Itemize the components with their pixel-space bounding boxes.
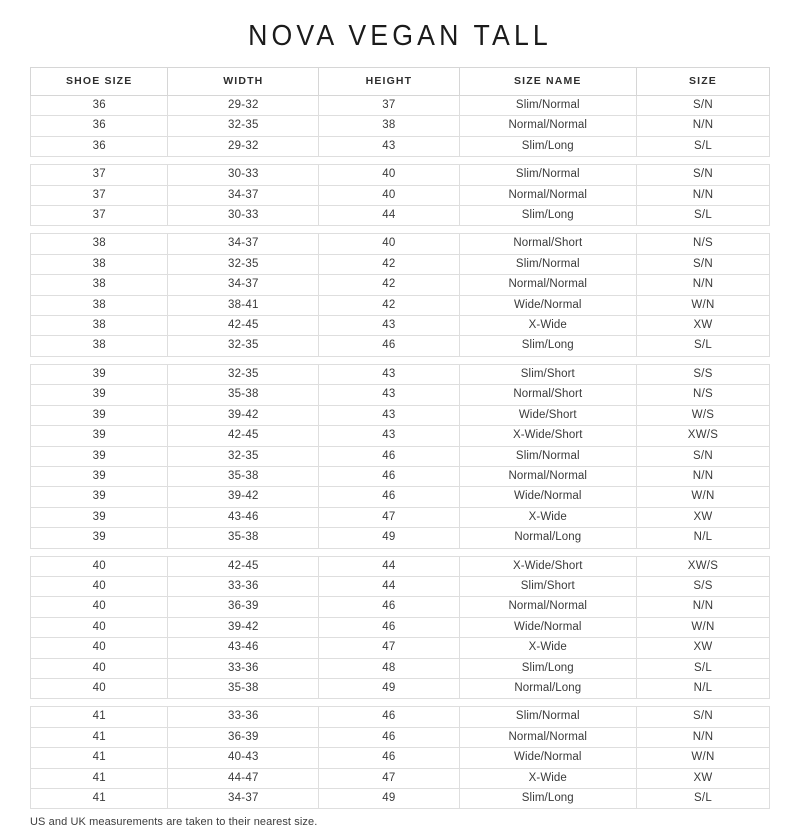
group-separator-cell: [31, 548, 770, 556]
cell-width: 32-35: [168, 116, 319, 136]
footnote: US and UK measurements are taken to their nearest size.: [30, 816, 318, 828]
cell-width: 32-35: [168, 364, 319, 384]
cell-shoe-size: 41: [31, 707, 168, 727]
cell-size: N/N: [636, 185, 769, 205]
cell-height: 46: [319, 617, 459, 637]
cell-width: 44-47: [168, 768, 319, 788]
table-row: [31, 507, 770, 527]
cell-height: 46: [319, 727, 459, 747]
table-row: [31, 528, 770, 548]
cell-shoe-size: 37: [31, 165, 168, 185]
table-row: [31, 165, 770, 185]
cell-size: S/N: [636, 254, 769, 274]
table-body: [31, 96, 770, 809]
cell-height: 43: [319, 426, 459, 446]
cell-size: N/L: [636, 528, 769, 548]
column-header-height: HEIGHT: [319, 68, 459, 96]
cell-shoe-size: 39: [31, 405, 168, 425]
cell-width: 33-36: [168, 707, 319, 727]
table-row: [31, 185, 770, 205]
cell-height: 42: [319, 254, 459, 274]
cell-name: Normal/Normal: [459, 116, 636, 136]
table-row: [31, 658, 770, 678]
cell-width: 40-43: [168, 748, 319, 768]
cell-name: Normal/Long: [459, 678, 636, 698]
cell-shoe-size: 40: [31, 658, 168, 678]
cell-shoe-size: 41: [31, 748, 168, 768]
cell-size: N/N: [636, 727, 769, 747]
cell-width: 43-46: [168, 507, 319, 527]
cell-shoe-size: 37: [31, 185, 168, 205]
cell-name: Wide/Normal: [459, 487, 636, 507]
cell-shoe-size: 39: [31, 446, 168, 466]
cell-shoe-size: 41: [31, 768, 168, 788]
cell-height: 49: [319, 678, 459, 698]
cell-size: N/S: [636, 385, 769, 405]
cell-size: N/N: [636, 597, 769, 617]
cell-name: Slim/Long: [459, 206, 636, 226]
cell-size: S/N: [636, 96, 769, 116]
cell-shoe-size: 40: [31, 617, 168, 637]
column-header-size: SIZE: [636, 68, 769, 96]
cell-height: 40: [319, 165, 459, 185]
table-row: [31, 707, 770, 727]
cell-size: S/L: [636, 136, 769, 156]
table-row: [31, 768, 770, 788]
cell-height: 44: [319, 556, 459, 576]
cell-shoe-size: 36: [31, 96, 168, 116]
cell-width: 42-45: [168, 426, 319, 446]
cell-size: S/L: [636, 658, 769, 678]
cell-name: Slim/Long: [459, 658, 636, 678]
table-header: [31, 68, 770, 96]
cell-shoe-size: 36: [31, 136, 168, 156]
cell-height: 47: [319, 638, 459, 658]
cell-height: 43: [319, 385, 459, 405]
cell-height: 47: [319, 507, 459, 527]
cell-height: 46: [319, 446, 459, 466]
cell-width: 33-36: [168, 658, 319, 678]
cell-size: S/L: [636, 206, 769, 226]
table-row: [31, 96, 770, 116]
cell-height: 42: [319, 295, 459, 315]
cell-name: X-Wide: [459, 507, 636, 527]
cell-size: S/N: [636, 165, 769, 185]
cell-size: S/L: [636, 789, 769, 809]
cell-height: 43: [319, 136, 459, 156]
table-row: [31, 405, 770, 425]
cell-width: 33-36: [168, 576, 319, 596]
cell-shoe-size: 38: [31, 336, 168, 356]
cell-width: 34-37: [168, 789, 319, 809]
cell-height: 44: [319, 576, 459, 596]
table-row: [31, 638, 770, 658]
cell-name: Slim/Long: [459, 336, 636, 356]
cell-width: 35-38: [168, 385, 319, 405]
table-row: [31, 617, 770, 637]
cell-height: 48: [319, 658, 459, 678]
cell-name: X-Wide/Short: [459, 426, 636, 446]
table-row: [31, 466, 770, 486]
cell-name: Normal/Short: [459, 234, 636, 254]
cell-name: Wide/Normal: [459, 617, 636, 637]
cell-width: 35-38: [168, 678, 319, 698]
cell-size: S/N: [636, 446, 769, 466]
cell-name: Wide/Normal: [459, 748, 636, 768]
cell-height: 43: [319, 405, 459, 425]
table-row: [31, 275, 770, 295]
cell-name: Slim/Normal: [459, 446, 636, 466]
cell-shoe-size: 39: [31, 466, 168, 486]
cell-height: 42: [319, 275, 459, 295]
cell-width: 35-38: [168, 528, 319, 548]
cell-height: 46: [319, 597, 459, 617]
cell-size: XW: [636, 638, 769, 658]
cell-width: 30-33: [168, 206, 319, 226]
cell-width: 34-37: [168, 234, 319, 254]
cell-height: 44: [319, 206, 459, 226]
cell-width: 29-32: [168, 96, 319, 116]
cell-shoe-size: 41: [31, 789, 168, 809]
cell-height: 40: [319, 185, 459, 205]
group-separator: [31, 699, 770, 707]
cell-height: 46: [319, 487, 459, 507]
cell-size: W/N: [636, 487, 769, 507]
cell-shoe-size: 40: [31, 576, 168, 596]
cell-width: 32-35: [168, 446, 319, 466]
cell-shoe-size: 40: [31, 556, 168, 576]
table-row: [31, 576, 770, 596]
group-separator-cell: [31, 356, 770, 364]
cell-shoe-size: 38: [31, 254, 168, 274]
cell-name: X-Wide: [459, 638, 636, 658]
table-row: [31, 789, 770, 809]
cell-shoe-size: 40: [31, 678, 168, 698]
table-row: [31, 446, 770, 466]
cell-name: Wide/Normal: [459, 295, 636, 315]
cell-name: Normal/Normal: [459, 275, 636, 295]
cell-name: Wide/Short: [459, 405, 636, 425]
cell-name: Normal/Normal: [459, 466, 636, 486]
cell-size: S/S: [636, 364, 769, 384]
cell-size: S/L: [636, 336, 769, 356]
cell-shoe-size: 38: [31, 275, 168, 295]
cell-width: 34-37: [168, 275, 319, 295]
table-row: [31, 136, 770, 156]
table-row: [31, 426, 770, 446]
cell-name: Normal/Long: [459, 528, 636, 548]
cell-name: Slim/Long: [459, 136, 636, 156]
cell-size: XW/S: [636, 426, 769, 446]
cell-size: N/L: [636, 678, 769, 698]
cell-name: Slim/Short: [459, 364, 636, 384]
cell-height: 40: [319, 234, 459, 254]
cell-height: 43: [319, 316, 459, 336]
cell-height: 37: [319, 96, 459, 116]
cell-width: 32-35: [168, 254, 319, 274]
cell-name: Normal/Normal: [459, 597, 636, 617]
cell-name: Slim/Short: [459, 576, 636, 596]
table-row: [31, 295, 770, 315]
table-row: [31, 748, 770, 768]
cell-width: 35-38: [168, 466, 319, 486]
cell-size: XW: [636, 768, 769, 788]
size-chart-table: [30, 67, 770, 809]
group-separator-cell: [31, 699, 770, 707]
cell-height: 49: [319, 789, 459, 809]
cell-shoe-size: 39: [31, 426, 168, 446]
group-separator: [31, 548, 770, 556]
cell-shoe-size: 40: [31, 638, 168, 658]
cell-size: N/N: [636, 116, 769, 136]
table-row: [31, 678, 770, 698]
cell-height: 47: [319, 768, 459, 788]
cell-width: 36-39: [168, 597, 319, 617]
table-row: [31, 364, 770, 384]
table-row: [31, 316, 770, 336]
cell-size: W/N: [636, 295, 769, 315]
cell-shoe-size: 39: [31, 487, 168, 507]
cell-name: Normal/Short: [459, 385, 636, 405]
cell-size: W/N: [636, 748, 769, 768]
cell-name: X-Wide: [459, 316, 636, 336]
cell-name: X-Wide/Short: [459, 556, 636, 576]
table-row: [31, 206, 770, 226]
group-separator-cell: [31, 226, 770, 234]
column-header-width: WIDTH: [168, 68, 319, 96]
cell-width: 39-42: [168, 405, 319, 425]
table-row: [31, 254, 770, 274]
table-row: [31, 597, 770, 617]
table-row: [31, 385, 770, 405]
column-header-shoe-size: SHOE SIZE: [31, 68, 168, 96]
cell-shoe-size: 39: [31, 507, 168, 527]
cell-shoe-size: 41: [31, 727, 168, 747]
cell-size: S/S: [636, 576, 769, 596]
table-row: [31, 234, 770, 254]
cell-width: 42-45: [168, 316, 319, 336]
cell-shoe-size: 38: [31, 295, 168, 315]
cell-height: 46: [319, 336, 459, 356]
page-title: NOVA VEGAN TALL: [248, 20, 552, 52]
cell-shoe-size: 38: [31, 234, 168, 254]
cell-height: 38: [319, 116, 459, 136]
cell-shoe-size: 40: [31, 597, 168, 617]
group-separator: [31, 226, 770, 234]
cell-height: 46: [319, 748, 459, 768]
cell-width: 39-42: [168, 617, 319, 637]
cell-size: W/N: [636, 617, 769, 637]
header-row: [31, 68, 770, 96]
cell-size: N/N: [636, 275, 769, 295]
cell-name: Slim/Long: [459, 789, 636, 809]
group-separator: [31, 157, 770, 165]
table-row: [31, 556, 770, 576]
cell-name: X-Wide: [459, 768, 636, 788]
table-row: [31, 116, 770, 136]
cell-name: Slim/Normal: [459, 254, 636, 274]
cell-height: 46: [319, 466, 459, 486]
table-row: [31, 727, 770, 747]
cell-shoe-size: 39: [31, 528, 168, 548]
cell-size: N/S: [636, 234, 769, 254]
cell-height: 46: [319, 707, 459, 727]
cell-shoe-size: 38: [31, 316, 168, 336]
cell-name: Slim/Normal: [459, 96, 636, 116]
cell-shoe-size: 37: [31, 206, 168, 226]
cell-shoe-size: 39: [31, 364, 168, 384]
cell-width: 30-33: [168, 165, 319, 185]
cell-height: 49: [319, 528, 459, 548]
cell-name: Slim/Normal: [459, 707, 636, 727]
cell-name: Normal/Normal: [459, 727, 636, 747]
cell-width: 42-45: [168, 556, 319, 576]
cell-width: 39-42: [168, 487, 319, 507]
table-row: [31, 487, 770, 507]
cell-width: 32-35: [168, 336, 319, 356]
table-row: [31, 336, 770, 356]
cell-height: 43: [319, 364, 459, 384]
group-separator: [31, 356, 770, 364]
cell-width: 36-39: [168, 727, 319, 747]
cell-width: 34-37: [168, 185, 319, 205]
cell-width: 29-32: [168, 136, 319, 156]
cell-shoe-size: 39: [31, 385, 168, 405]
cell-size: XW/S: [636, 556, 769, 576]
cell-width: 38-41: [168, 295, 319, 315]
cell-size: N/N: [636, 466, 769, 486]
column-header-size-name: SIZE NAME: [459, 68, 636, 96]
cell-shoe-size: 36: [31, 116, 168, 136]
cell-name: Slim/Normal: [459, 165, 636, 185]
cell-size: XW: [636, 507, 769, 527]
cell-size: S/N: [636, 707, 769, 727]
cell-size: XW: [636, 316, 769, 336]
cell-size: W/S: [636, 405, 769, 425]
cell-width: 43-46: [168, 638, 319, 658]
group-separator-cell: [31, 157, 770, 165]
cell-name: Normal/Normal: [459, 185, 636, 205]
